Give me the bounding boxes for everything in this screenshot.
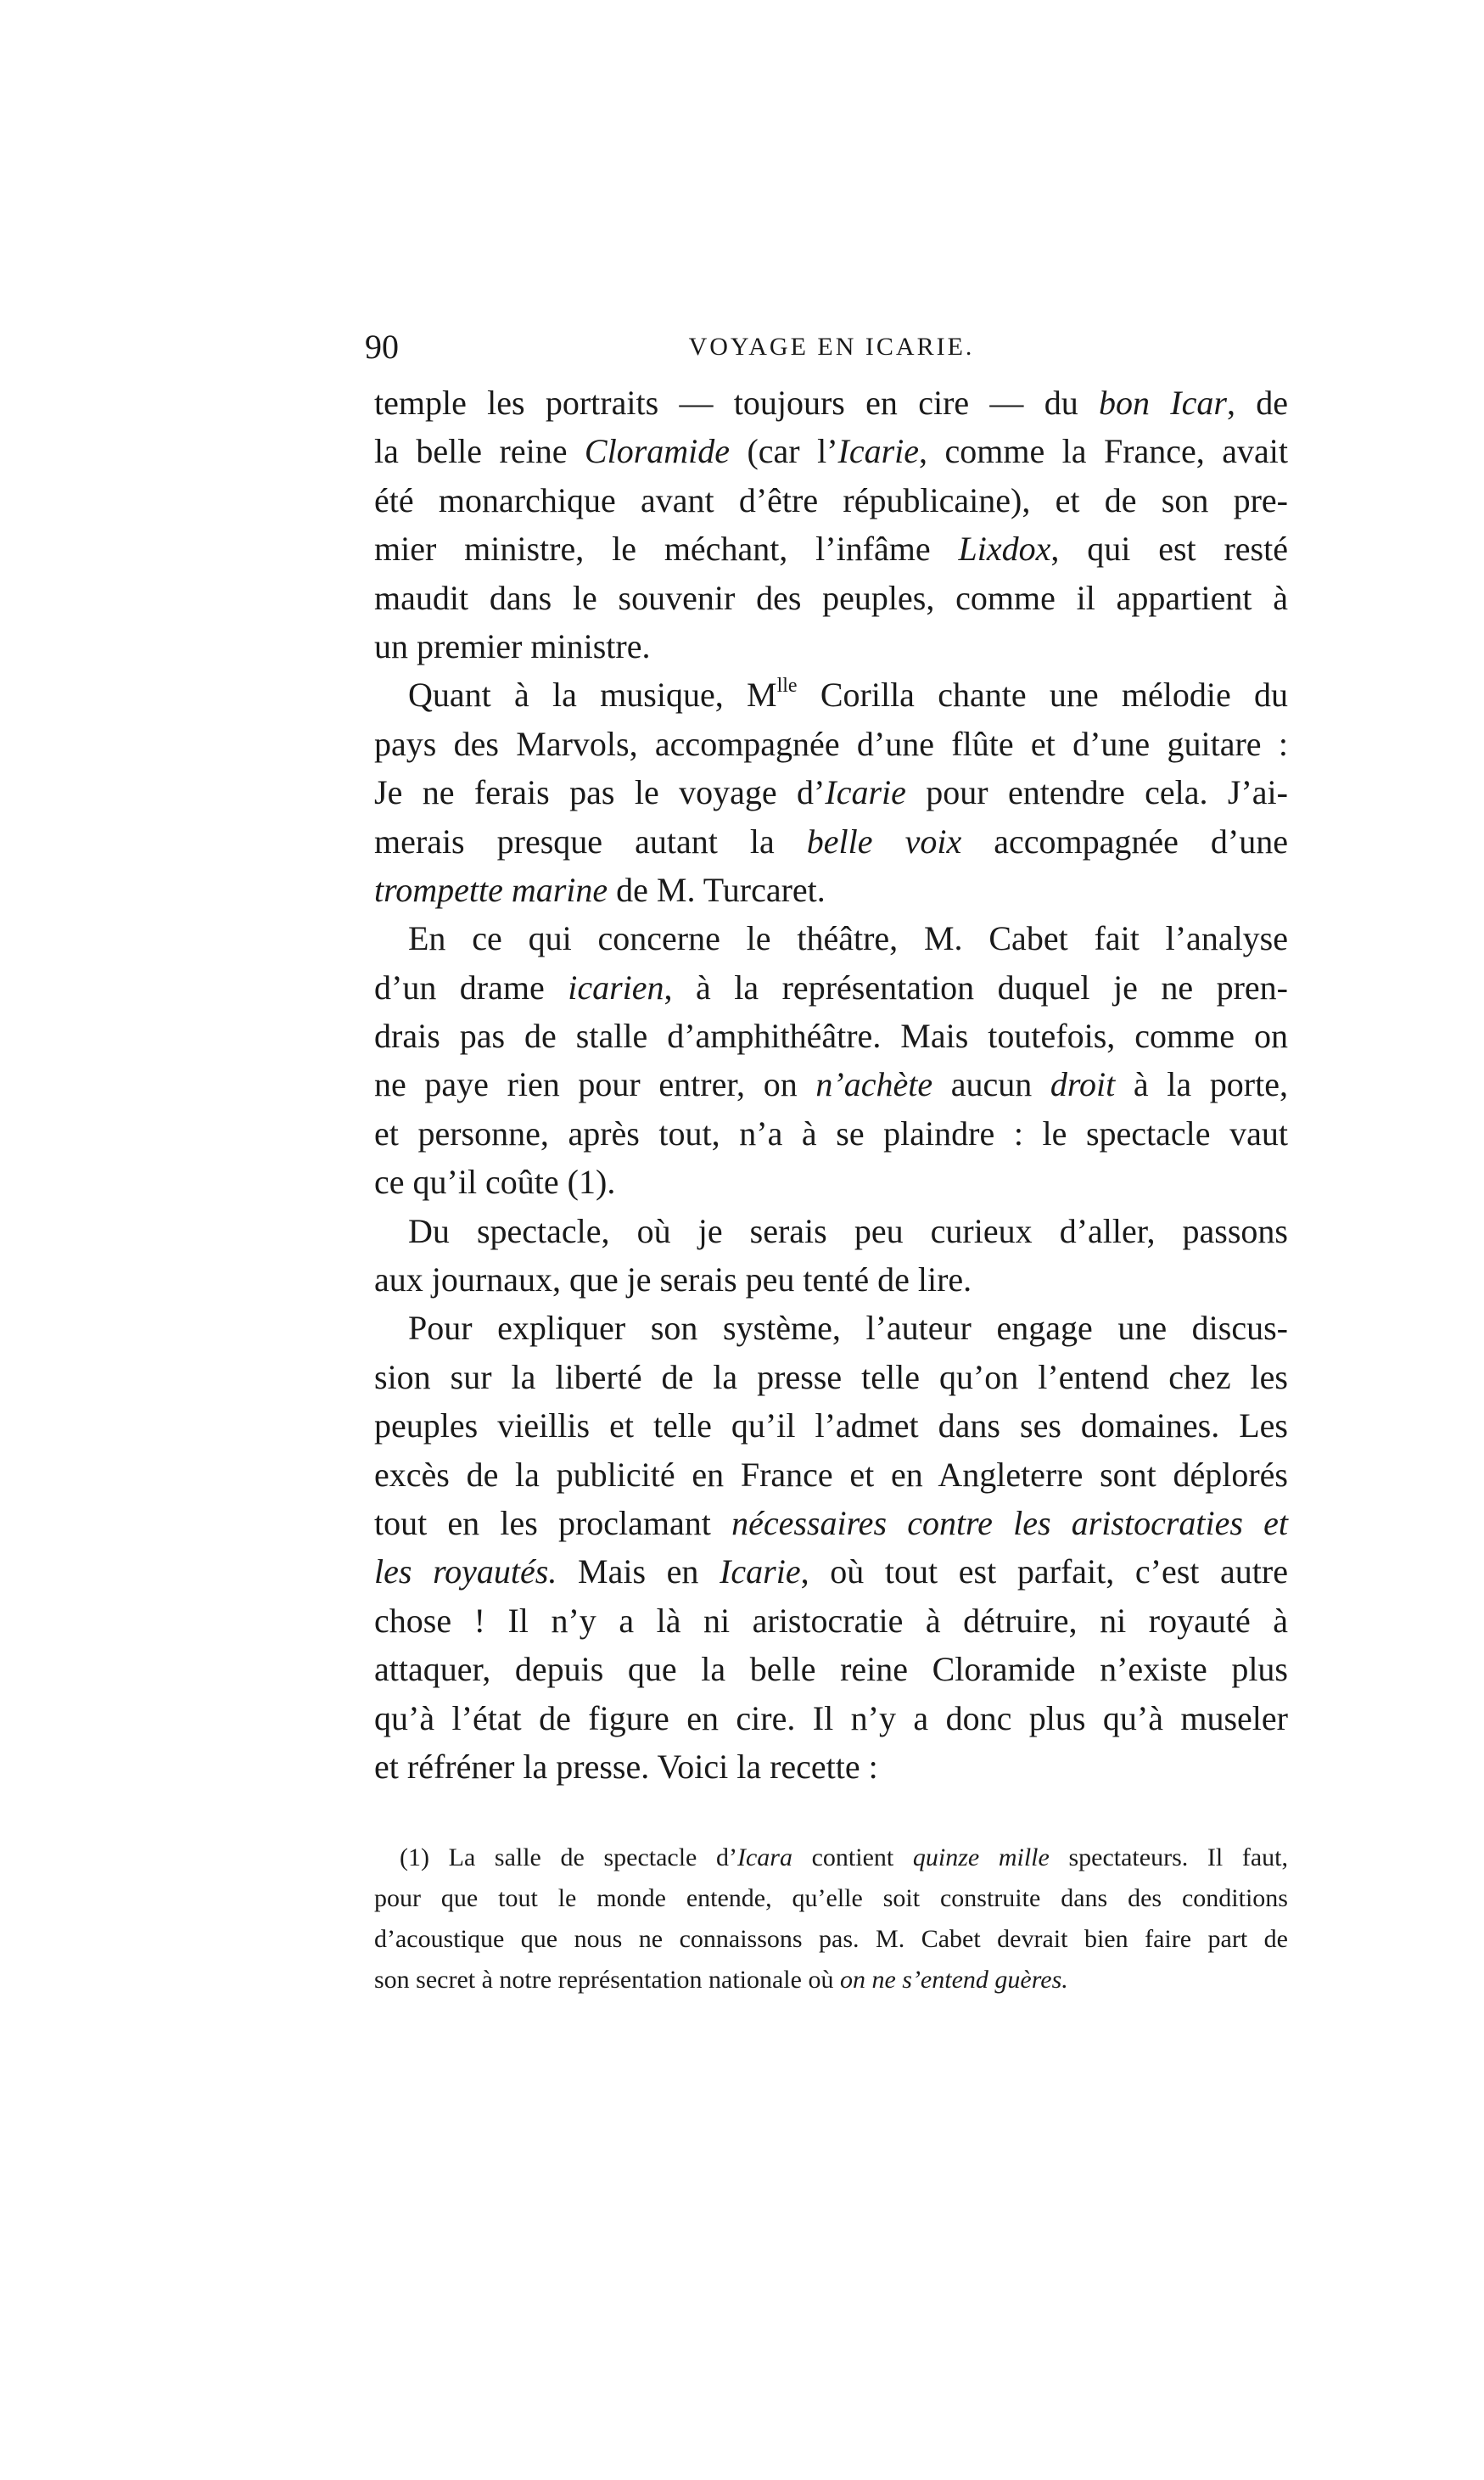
text-line — [374, 768, 1288, 816]
text-span: tout en les proclamant — [374, 1503, 732, 1542]
text-span: accompagnée d’une — [961, 822, 1288, 861]
italic-text: n’achète — [815, 1065, 933, 1104]
text-span: un premier ministre. — [374, 626, 651, 665]
text-span: Pour expliquer son système, l’auteur engage une discus- — [408, 1309, 1288, 1348]
footnote — [374, 1838, 1288, 2000]
italic-text: icarien — [568, 968, 664, 1007]
italic-text: Lixdox — [958, 530, 1051, 569]
text-span: d’un drame — [374, 968, 568, 1007]
italic-text: Icarie — [837, 432, 920, 471]
text-line — [374, 866, 1288, 914]
text-span: Quant à la musique, M — [408, 676, 777, 715]
text-line — [374, 1450, 1288, 1499]
text-line — [374, 1742, 1288, 1791]
text-span: , à la représentation duquel je ne pren- — [664, 968, 1288, 1007]
text-span: qu’à l’état de figure en cire. Il n’y a donc plus qu’à museler — [374, 1698, 1288, 1737]
text-line — [374, 1547, 1288, 1596]
text-span: , de — [1226, 384, 1288, 422]
text-line — [374, 525, 1288, 573]
text-span: de M. Turcaret. — [608, 870, 826, 909]
superscript: lle — [776, 675, 798, 698]
text-span: pour que tout le monde entende, qu’elle soit construite dans des conditions — [374, 1884, 1288, 1912]
text-line — [374, 574, 1288, 622]
text-span: peuples vieillis et telle qu’il l’admet dans ses domaines. Les — [374, 1406, 1288, 1445]
italic-text: Icarie — [720, 1552, 801, 1591]
body-text — [374, 379, 1288, 1791]
italic-text: trompette marine — [374, 870, 608, 909]
text-span: mier ministre, le méchant, l’infâme — [374, 530, 959, 569]
text-line — [374, 1401, 1288, 1450]
text-line — [374, 1304, 1288, 1352]
text-line — [374, 1353, 1288, 1401]
text-span: à la porte, — [1115, 1065, 1288, 1104]
footnote-line — [374, 1838, 1288, 1878]
text-span: spectateurs. Il faut, — [1049, 1843, 1288, 1871]
text-line — [374, 427, 1288, 475]
text-span: (car l’ — [730, 432, 838, 471]
text-span: Corilla chante une mélodie du — [797, 676, 1288, 715]
text-span: aux journaux, que je serais peu tenté de lire. — [374, 1260, 972, 1299]
text-span: contient — [792, 1843, 913, 1871]
running-title: VOYAGE EN ICARIE. — [688, 333, 975, 361]
italic-text: belle voix — [806, 822, 962, 861]
text-span: , qui est resté — [1050, 530, 1288, 569]
text-span: la belle reine — [374, 432, 585, 471]
text-span: , comme la France, avait — [919, 432, 1288, 471]
text-line — [374, 963, 1288, 1012]
text-span: (1) La salle de spectacle d’ — [400, 1843, 737, 1871]
text-span: aucun — [932, 1065, 1050, 1104]
text-line — [374, 1158, 1288, 1206]
text-line — [374, 1207, 1288, 1255]
italic-text: Cloramide — [584, 432, 731, 471]
text-line — [374, 1596, 1288, 1645]
italic-text: on ne s’entend guères. — [839, 1966, 1068, 1994]
text-line — [374, 1012, 1288, 1060]
text-span: été monarchique avant d’être républicaine), et de son pre- — [374, 480, 1288, 519]
text-span: chose ! Il n’y a là ni aristocratie à détruire, ni royauté à — [374, 1601, 1288, 1640]
text-line — [374, 1255, 1288, 1304]
text-span: En ce qui concerne le théâtre, M. Cabet fait l’analyse — [408, 919, 1288, 958]
text-line — [374, 720, 1288, 768]
italic-text: quinze mille — [912, 1843, 1050, 1871]
text-span: pays des Marvols, accompagnée d’une flûte et d’une guitare : — [374, 724, 1288, 763]
footnote-line — [374, 1878, 1288, 1919]
text-span: maudit dans le souvenir des peuples, comme il appartient à — [374, 578, 1288, 617]
italic-text: les royautés. — [374, 1552, 557, 1591]
italic-text: Icara — [737, 1843, 792, 1871]
text-span: excès de la publicité en France et en Angleterre sont déplorés — [374, 1455, 1288, 1494]
text-span: merais presque autant la — [374, 822, 807, 861]
text-span: pour entendre cela. J’ai- — [905, 773, 1288, 812]
footnote-line — [374, 1919, 1288, 1960]
text-line — [374, 622, 1288, 670]
text-span: , où tout est parfait, c’est autre — [800, 1552, 1288, 1591]
text-span: Mais en — [557, 1552, 720, 1591]
text-line — [374, 817, 1288, 866]
text-span: sion sur la liberté de la presse telle qu’on l’entend chez les — [374, 1357, 1288, 1396]
italic-text: bon Icar — [1099, 384, 1227, 422]
text-line — [374, 1060, 1288, 1108]
text-span: et réfréner la presse. Voici la recette : — [374, 1747, 878, 1786]
text-line — [374, 1645, 1288, 1693]
text-line — [374, 379, 1288, 427]
page-number: 90 — [365, 328, 399, 366]
text-line — [374, 1109, 1288, 1158]
italic-text: droit — [1050, 1065, 1116, 1104]
text-line — [374, 914, 1288, 962]
text-span: Je ne ferais pas le voyage d’ — [374, 773, 826, 812]
text-line — [374, 1694, 1288, 1742]
text-span: temple les portraits — toujours en cire — du — [374, 384, 1100, 422]
text-span: son secret à notre représentation nationale où — [374, 1966, 840, 1994]
text-span: ce qu’il coûte (1). — [374, 1163, 616, 1202]
text-line — [374, 1499, 1288, 1547]
text-span: et personne, après tout, n’a à se plaindre : le spectacle vaut — [374, 1114, 1288, 1153]
text-span: drais pas de stalle d’amphithéâtre. Mais toutefois, comme on — [374, 1017, 1288, 1056]
italic-text: Icarie — [825, 773, 906, 812]
text-line — [374, 670, 1288, 719]
italic-text: nécessaires contre les aristocraties et — [731, 1503, 1288, 1542]
footnote-line — [374, 1960, 1288, 2000]
text-span: attaquer, depuis que la belle reine Cloramide n’existe plus — [374, 1650, 1288, 1689]
text-span: Du spectacle, où je serais peu curieux d’aller, passons — [408, 1211, 1288, 1250]
text-span: ne paye rien pour entrer, on — [374, 1065, 816, 1104]
text-span: d’acoustique que nous ne connaissons pas. M. Cabet devrait bien faire part de — [374, 1925, 1288, 1953]
text-line — [374, 476, 1288, 525]
